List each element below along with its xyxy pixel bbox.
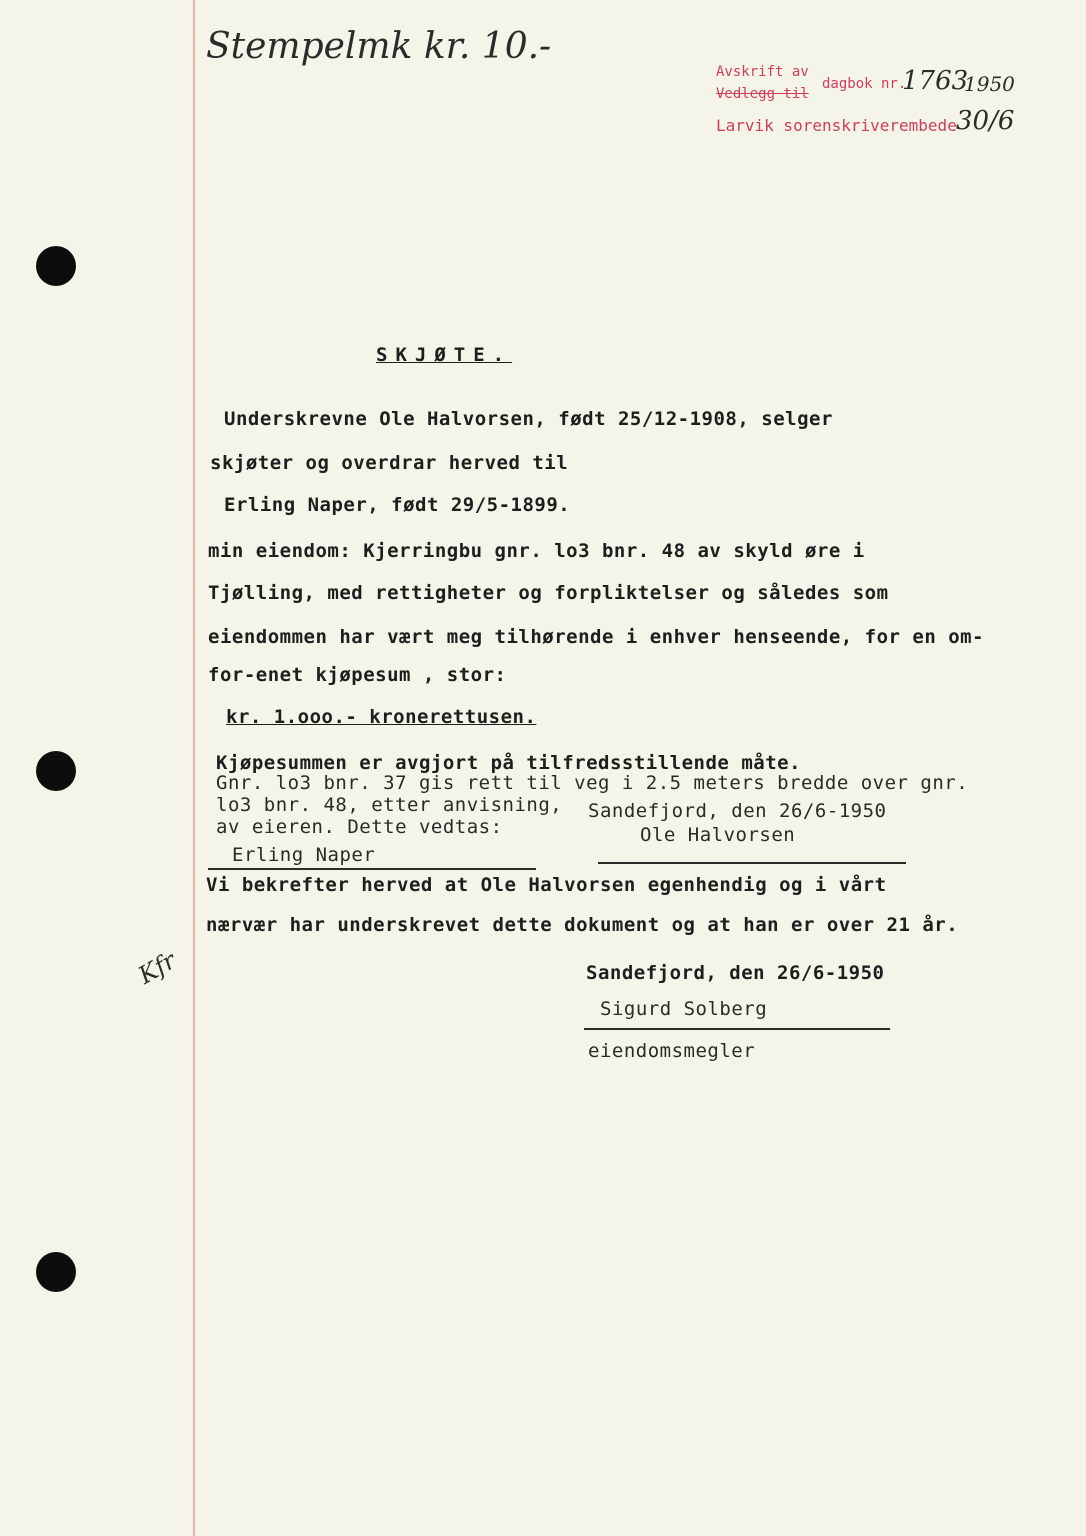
stamp-line-office: Larvik sorenskriverembede — [716, 116, 957, 135]
deed-title: SKJØTE. — [376, 344, 513, 366]
buyer-signature-name: Erling Naper — [232, 844, 376, 866]
easement-line: Gnr. lo3 bnr. 37 gis rett til veg i 2.5 meters bredde over gnr. — [216, 772, 969, 794]
margin-initials: Kfr — [133, 946, 181, 990]
punch-hole — [36, 246, 76, 286]
deed-line: Underskrevne Ole Halvorsen, født 25/12-1908, selger — [224, 408, 833, 430]
journal-year: 1950 — [964, 72, 1015, 96]
margin-line — [193, 0, 195, 1536]
easement-line: lo3 bnr. 48, etter anvisning, — [216, 794, 563, 816]
witness-signature-name: Sigurd Solberg — [600, 998, 768, 1020]
witness-signature-line — [584, 1028, 890, 1030]
witness-line: nærvær har underskrevet dette dokument og at han er over 21 år. — [206, 914, 959, 936]
journal-number: 1763 — [902, 66, 969, 96]
stamp-line-vedlegg: Vedlegg til — [716, 86, 809, 102]
stamp-duty-note: Stempelmk kr. 10.- — [206, 26, 552, 67]
witness-title: eiendomsmegler — [588, 1040, 756, 1062]
seller-signature-line — [598, 862, 906, 864]
deed-line: for-enet kjøpesum , stor: — [208, 664, 507, 686]
punch-hole — [36, 1252, 76, 1292]
deed-line: Tjølling, med rettigheter og forpliktelser og således som — [208, 582, 889, 604]
stamp-line-avskrift: Avskrift av — [716, 64, 809, 80]
purchase-price: kr. 1.ooo.- kronerettusen. — [226, 706, 537, 728]
agreed-line: Kjøpesummen er avgjort på tilfredsstillende måte. — [216, 752, 802, 774]
easement-line: av eieren. Dette vedtas: — [216, 816, 503, 838]
deed-line: min eiendom: Kjerringbu gnr. lo3 bnr. 48 av skyld øre i — [208, 540, 865, 562]
deed-line: skjøter og overdrar herved til — [210, 452, 569, 474]
deed-line: eiendommen har vært meg tilhørende i enhver henseende, for en om- — [208, 626, 985, 648]
witness-line: Vi bekrefter herved at Ole Halvorsen egenhendig og i vårt — [206, 874, 887, 896]
deed-line: Erling Naper, født 29/5-1899. — [224, 494, 571, 516]
seller-signature-name: Ole Halvorsen — [640, 824, 796, 846]
buyer-signature-line — [208, 868, 536, 870]
punch-hole — [36, 751, 76, 791]
place-date-seller: Sandefjord, den 26/6-1950 — [588, 800, 887, 822]
place-date-witness: Sandefjord, den 26/6-1950 — [586, 962, 885, 984]
stamp-date: 30/6 — [956, 106, 1015, 136]
stamp-line-dagbok: dagbok nr. — [822, 76, 907, 92]
